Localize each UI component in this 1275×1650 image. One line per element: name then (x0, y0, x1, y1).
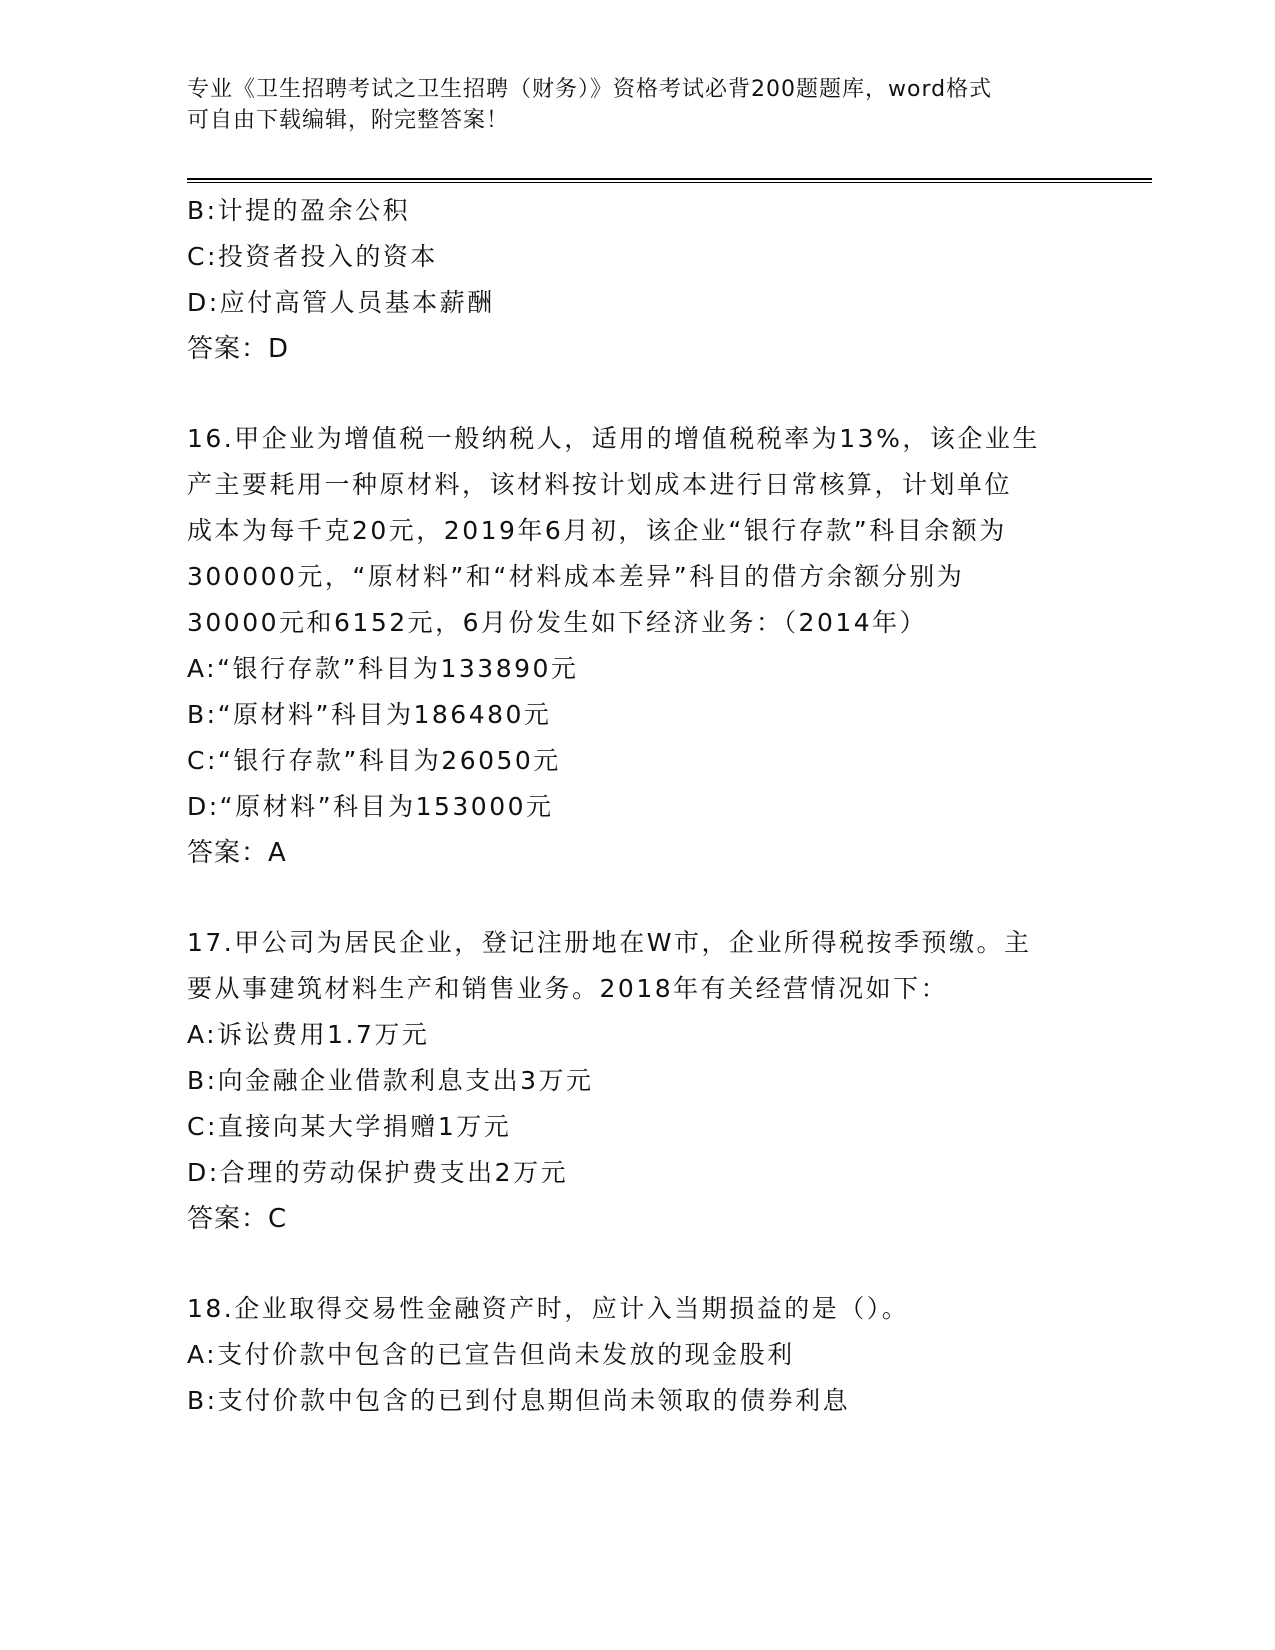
question-15 (187, 188, 1087, 372)
question-18 (187, 1286, 1087, 1424)
answer-label: 答案：D (187, 334, 290, 364)
option-b: B:向金融企业借款利息支出3万元 (187, 1066, 594, 1095)
question-stem-line: 产主要耗用一种原材料，该材料按计划成本进行日常核算，计划单位 (187, 470, 1013, 499)
option-c: C:“银行存款”科目为26050元 (187, 746, 561, 775)
document-body (187, 188, 1087, 1424)
option-d: D:应付高管人员基本薪酬 (187, 288, 495, 317)
question-17 (187, 920, 1087, 1242)
option-d: D:“原材料”科目为153000元 (187, 792, 554, 821)
option-c: C:直接向某大学捐赠1万元 (187, 1112, 512, 1141)
option-a: A:诉讼费用1.7万元 (187, 1020, 430, 1049)
question-stem-line: 17.甲公司为居民企业，登记注册地在W市，企业所得税按季预缴。主 (187, 928, 1032, 957)
document-header (187, 74, 1087, 136)
option-b: B:计提的盈余公积 (187, 196, 411, 225)
question-stem-line: 30000元和6152元，6月份发生如下经济业务：（2014年） (187, 608, 928, 637)
option-a: A:“银行存款”科目为133890元 (187, 654, 579, 683)
question-stem-line: 成本为每千克20元，2019年6月初，该企业“银行存款”科目余额为 (187, 516, 1007, 545)
spacer (187, 876, 1087, 920)
question-stem-line: 16.甲企业为增值税一般纳税人，适用的增值税税率为13%，该企业生 (187, 424, 1040, 453)
option-a: A:支付价款中包含的已宣告但尚未发放的现金股利 (187, 1340, 795, 1369)
header-title-line-2: 可自由下载编辑，附完整答案！ (187, 108, 510, 133)
option-d: D:合理的劳动保护费支出2万元 (187, 1158, 569, 1187)
answer-label: 答案：A (187, 838, 287, 868)
option-b: B:支付价款中包含的已到付息期但尚未领取的债券利息 (187, 1386, 851, 1415)
option-c: C:投资者投入的资本 (187, 242, 438, 271)
question-stem-line: 300000元，“原材料”和“材料成本差异”科目的借方余额分别为 (187, 562, 965, 591)
spacer (187, 1242, 1087, 1286)
answer-label: 答案：C (187, 1204, 288, 1234)
question-stem-line: 18.企业取得交易性金融资产时，应计入当期损益的是（）。 (187, 1294, 910, 1323)
option-b: B:“原材料”科目为186480元 (187, 700, 552, 729)
header-title-line-1: 专业《卫生招聘考试之卫生招聘（财务）》资格考试必背200题题库，word格式 (187, 77, 993, 102)
spacer (187, 372, 1087, 416)
question-stem-line: 要从事建筑材料生产和销售业务。2018年有关经营情况如下： (187, 974, 949, 1003)
header-divider (187, 178, 1152, 183)
question-16 (187, 416, 1087, 876)
